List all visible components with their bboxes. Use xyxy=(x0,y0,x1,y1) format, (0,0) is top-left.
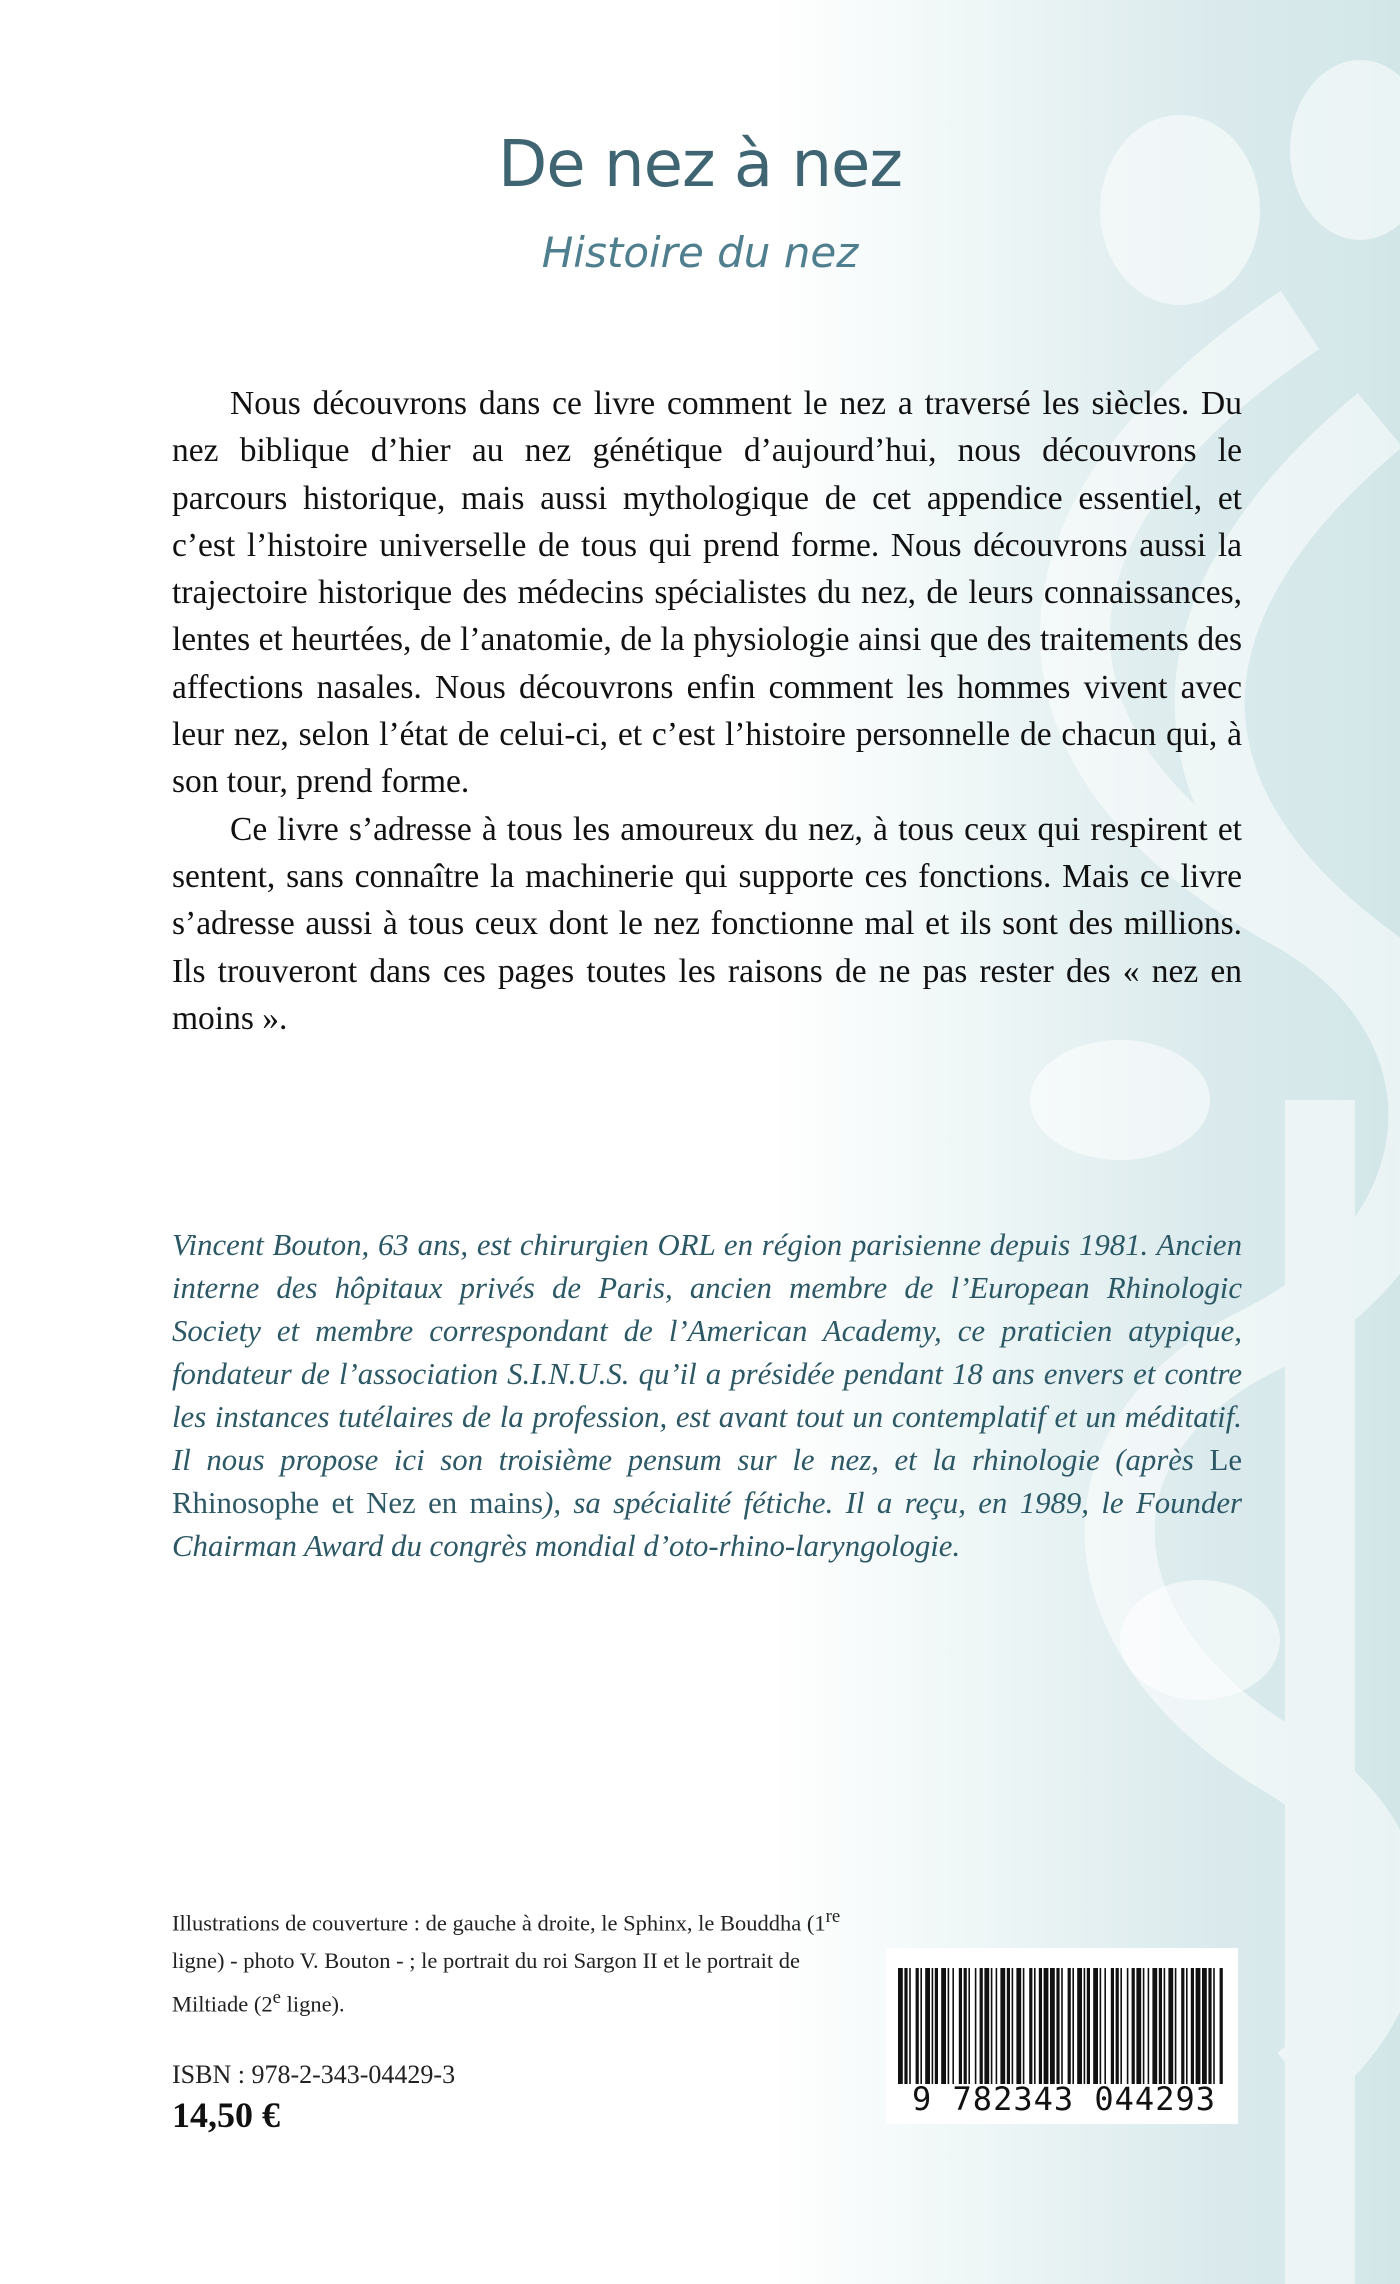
blurb-paragraph-2: Ce livre s’adresse à tous les amoureux du nez, à tous ceux qui respirent et sentent, sans connaître la machinerie qui supporte ces fonctions. Mais ce livre s’adresse aussi à tous ceux dont le nez fonctionne mal et ils sont des millions. Ils trouveront dans ces pages toutes les raisons de ne pas rester des « nez en moins ». xyxy=(172,810,1242,1037)
book-blurb xyxy=(172,380,1242,1042)
blurb-paragraph-1: Nous découvrons dans ce livre comment le nez a traversé les siècles. Du nez biblique d’hier au nez génétique d’aujourd’hui, nous découvrons le parcours historique, mais aussi mythologique de cet appendice essentiel, et c’est l’histoire universelle de tous qui prend forme. Nous découvrons aussi la trajectoire historique des médecins spécialistes du nez, de leurs connaissances, lentes et heurtées, de l’anatomie, de la physiologie ainsi que des traitements des affections nasales. Nous découvrons enfin comment les hommes vivent avec leur nez, selon l’état de celui-ci, et c’est l’histoire personnelle de chacun qui, à son tour, prend forme. xyxy=(172,385,1242,801)
book-subtitle: Histoire du nez xyxy=(541,228,859,277)
bio-book-title-1: Le Rhinosophe xyxy=(172,1443,1242,1520)
author-bio xyxy=(172,1224,1242,1568)
credits-superscript-2: e xyxy=(272,1986,281,2008)
bio-book-title-2: Nez en mains xyxy=(366,1486,544,1520)
credits-text-1: Illustrations de couverture : de gauche à droite, le Sphinx, le Bouddha (1 xyxy=(172,1910,826,1936)
credits-text-2: ligne) - photo V. Bouton - ; le portrait du roi Sargon II et le portrait de Miltiade (2 xyxy=(172,1947,801,2016)
bio-text-2: ), sa spécialité fétiche. Il a reçu, en 1989, le Founder Chairman Award du congrès mondial d’oto-rhino-laryngologie. xyxy=(172,1486,1243,1563)
barcode-bars xyxy=(896,1968,1228,2084)
cover-illustration-credits xyxy=(172,1898,852,2022)
bio-conjunction: et xyxy=(319,1486,367,1520)
bio-text-1: Vincent Bouton, 63 ans, est chirurgien ORL en région parisienne depuis 1981. Ancien interne des hôpitaux privés de Paris, ancien membre de l’European Rhinologic Society et membre correspondant de l’American Academy, ce praticien atypique, fondateur de l’association S.I.N.U.S. qu’il a présidée pendant 18 ans envers et contre les instances tutélaires de la profession, est avant tout un contemplatif et un méditatif. Il nous propose ici son troisième pensum sur le nez, et la rhinologie (après xyxy=(172,1228,1242,1477)
price: 14,50 € xyxy=(172,2095,280,2135)
isbn: ISBN : 978-2-343-04429-3 xyxy=(172,2060,456,2089)
barcode xyxy=(886,1948,1238,2124)
credits-superscript-1: re xyxy=(825,1906,841,1927)
book-title: De nez à nez xyxy=(498,128,902,202)
barcode-digits: 9 782343 044293 xyxy=(912,2080,1216,2118)
credits-text-3: ligne). xyxy=(280,1991,345,2016)
